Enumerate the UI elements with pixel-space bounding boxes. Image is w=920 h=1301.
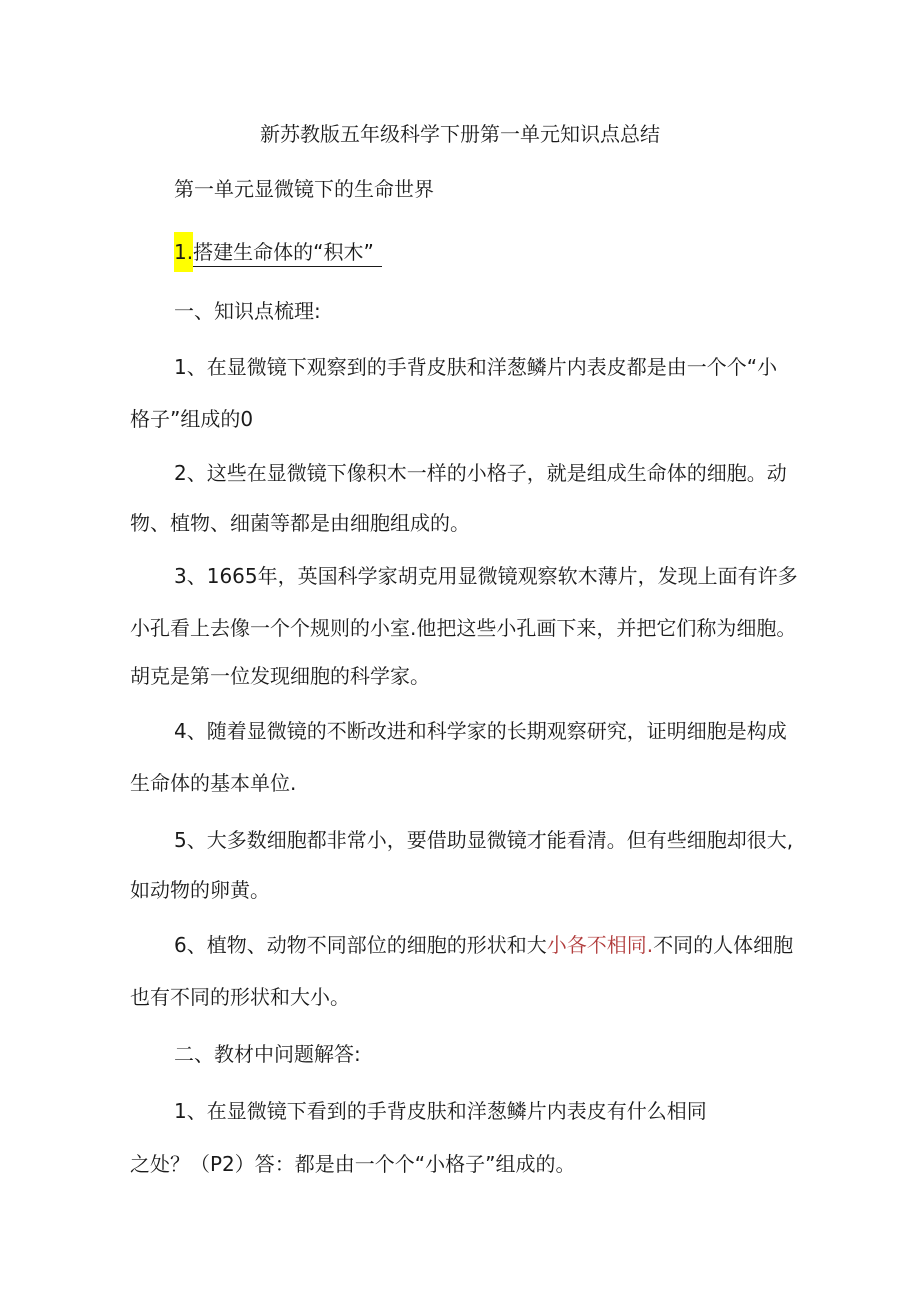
item4-line2: 生命体的基本单位. [130, 771, 297, 795]
section1-heading: 一、知识点梳理: [174, 299, 321, 323]
item5-line1: 5、大多数细胞都非常小，要借助显微镜才能看清。但有些细胞却很大, [174, 828, 794, 852]
unit-title: 第一单元显微镜下的生命世界 [174, 177, 434, 201]
item4-line1: 4、随着显微镜的不断改进和科学家的长期观察研究，证明细胞是构成 [174, 719, 787, 743]
qa1-line1: 1、在显微镜下看到的手背皮肤和洋葱鳞片内表皮有什么相同 [174, 1099, 707, 1123]
lesson-heading-underline [174, 240, 382, 267]
item2-line2: 物、植物、细菌等都是由细胞组成的。 [130, 511, 470, 535]
item6-line1-part-a: 6、植物、动物不同部位的细胞的形状和大 [174, 933, 547, 957]
item3-line1: 3、1665年，英国科学家胡克用显微镜观察软木薄片，发现上面有许多 [174, 564, 798, 588]
item1-line1: 1、在显微镜下观察到的手背皮肤和洋葱鳞片内表皮都是由一个个“小 [174, 355, 778, 379]
item2-line1: 2、这些在显微镜下像积木一样的小格子，就是组成生命体的细胞。动 [174, 461, 787, 485]
lesson-number-highlight: 1. [174, 232, 193, 272]
document-title: 新苏教版五年级科学下册第一单元知识点总结 [260, 122, 660, 146]
item6-line2: 也有不同的形状和大小。 [130, 985, 350, 1009]
lesson-title: 搭建生命体的“积木” [193, 240, 374, 264]
item3-line3: 胡克是第一位发现细胞的科学家。 [130, 664, 430, 688]
lesson-heading [174, 232, 382, 272]
item1-line2: 格子”组成的0 [130, 407, 254, 431]
item6-line1 [174, 931, 793, 959]
qa1-line2: 之处？（P2）答：都是由一个个“小格子”组成的。 [130, 1152, 576, 1176]
section2-heading: 二、教材中问题解答: [174, 1042, 361, 1066]
item6-line1-red-text: 小各不相同. [546, 933, 654, 957]
item5-line2: 如动物的卵黄。 [130, 878, 270, 902]
item6-line1-part-b: 不同的人体细胞 [653, 933, 794, 957]
item3-line2: 小孔看上去像一个个规则的小室.他把这些小孔画下来，并把它们称为细胞。 [130, 616, 797, 640]
